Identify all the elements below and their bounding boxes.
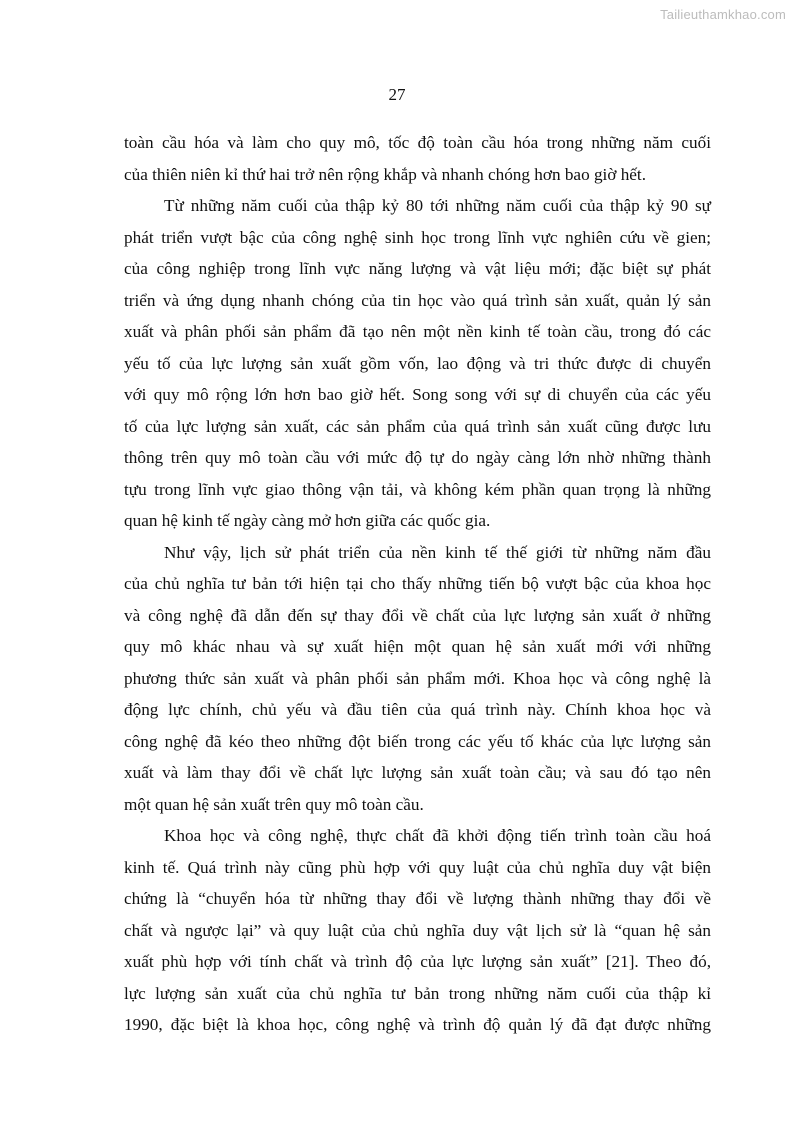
text-line: động lực chính, chủ yếu và đầu tiên của quá trình này. Chính khoa học và xyxy=(124,700,711,719)
text-line: thông trên quy mô toàn cầu với mức độ tự do ngày càng lớn nhờ những thành xyxy=(124,448,711,467)
text-line: tố của lực lượng sản xuất, các sản phẩm của quá trình sản xuất cũng được lưu xyxy=(124,416,711,436)
watermark-text: Tailieuthamkhao.com xyxy=(660,7,786,22)
text-line: toàn cầu hóa và làm cho quy mô, tốc độ toàn cầu hóa trong những năm cuối xyxy=(124,133,711,152)
text-line: chứng là “chuyển hóa từ những thay đổi về lượng thành những thay đổi về xyxy=(124,889,711,908)
text-line: chất và ngược lại” và quy luật của chủ nghĩa duy vật lịch sử là “quan hệ sản xyxy=(124,920,711,940)
document-body xyxy=(124,127,711,1041)
text-line: một quan hệ sản xuất trên quy mô toàn cầu. xyxy=(124,794,424,814)
text-line: triển và ứng dụng nhanh chóng của tin học vào quá trình sản xuất, quản lý sản xyxy=(124,290,711,310)
paragraph xyxy=(124,820,711,1041)
page-number: 27 xyxy=(388,85,406,104)
text-line: phát triển vượt bậc của công nghệ sinh học trong lĩnh vực nghiên cứu về gien; xyxy=(124,227,711,247)
text-line: Khoa học và công nghệ, thực chất đã khởi động tiến trình toàn cầu hoá xyxy=(164,826,711,845)
text-line: của chủ nghĩa tư bản tới hiện tại cho thấy những tiến bộ vượt bậc của khoa học xyxy=(124,574,711,593)
text-line: xuất phù hợp với tính chất và trình độ của lực lượng sản xuất” [21]. Theo đó, xyxy=(124,952,711,971)
paragraph xyxy=(124,537,711,821)
text-line: với quy mô rộng lớn hơn bao giờ hết. Song song với sự di chuyển của các yếu xyxy=(124,385,711,404)
text-line: yếu tố của lực lượng sản xuất gồm vốn, lao động và tri thức được di chuyển xyxy=(124,353,711,373)
text-line: quan hệ kinh tế ngày càng mở hơn giữa các quốc gia. xyxy=(124,511,491,530)
paragraph xyxy=(124,127,711,190)
text-line: quy mô khác nhau và sự xuất hiện một quan hệ sản xuất mới với những xyxy=(124,637,711,656)
text-line: tựu trong lĩnh vực giao thông vận tải, và không kém phần quan trọng là những xyxy=(124,479,711,499)
text-line: 1990, đặc biệt là khoa học, công nghệ và trình độ quản lý đã đạt được những xyxy=(124,1015,711,1034)
text-line: Như vậy, lịch sử phát triển của nền kinh tế thế giới từ những năm đầu xyxy=(164,542,711,562)
text-line: công nghệ đã kéo theo những đột biến trong các yếu tố khác của lực lượng sản xyxy=(124,731,711,751)
paragraph xyxy=(124,190,711,537)
text-line: kinh tế. Quá trình này cũng phù hợp với quy luật của chủ nghĩa duy vật biện xyxy=(124,857,711,877)
text-line: của thiên niên kỉ thứ hai trở nên rộng khắp và nhanh chóng hơn bao giờ hết. xyxy=(124,164,647,184)
text-line: Từ những năm cuối của thập kỷ 80 tới những năm cuối của thập kỷ 90 sự xyxy=(164,196,711,215)
text-line: xuất và phân phối sản phẩm đã tạo nên một nền kinh tế toàn cầu, trong đó các xyxy=(124,322,711,341)
text-line: phương thức sản xuất và phân phối sản phẩm mới. Khoa học và công nghệ là xyxy=(124,668,711,688)
text-line: của công nghiệp trong lĩnh vực năng lượng và vật liệu mới; đặc biệt sự phát xyxy=(124,259,711,278)
text-line: lực lượng sản xuất của chủ nghĩa tư bản trong những năm cuối của thập kỉ xyxy=(124,983,711,1003)
text-line: xuất và làm thay đổi về chất lực lượng sản xuất toàn cầu; và sau đó tạo nên xyxy=(124,763,711,782)
text-line: và công nghệ đã dẫn đến sự thay đổi về chất của lực lượng sản xuất ở những xyxy=(124,605,711,625)
